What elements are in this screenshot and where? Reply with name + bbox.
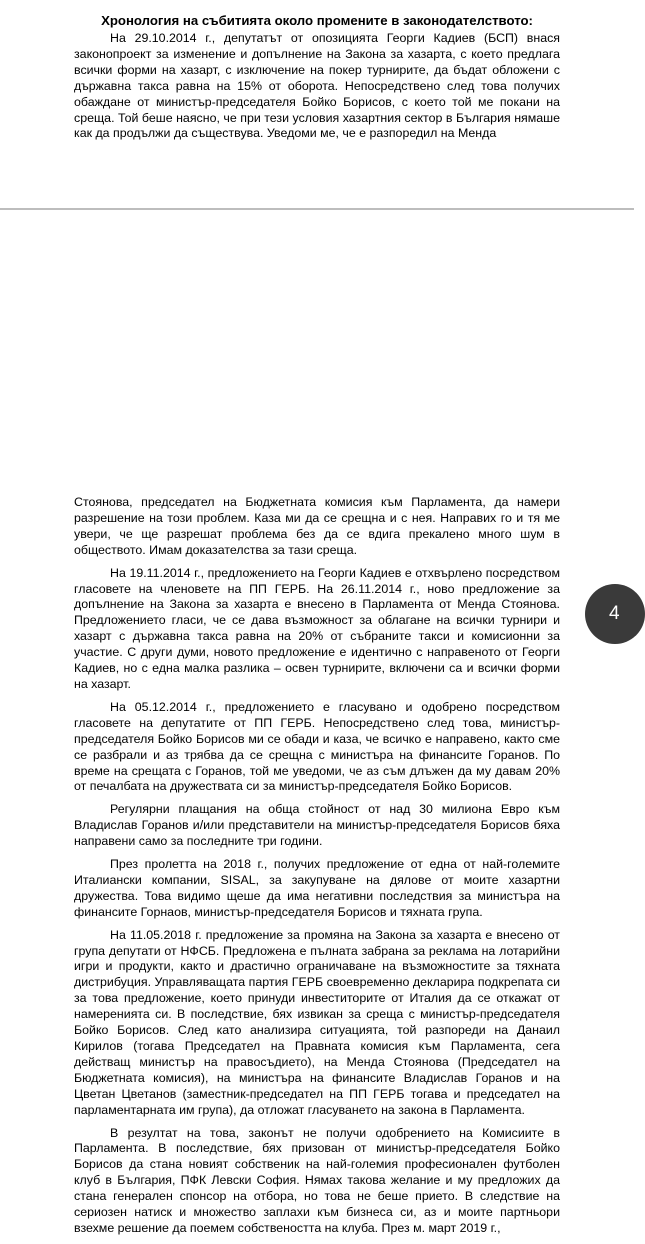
- paragraph: На 29.10.2014 г., депутатът от опозицията Георги Кадиев (БСП) внася законопроект за изменение и допълнение на Закона за хазарта, с което предлага всички форми на хазарт, с изключение на покер турнирите, да бъдат обложени с държавна такса равна на 15% от оборота. Непосредствено след това получих обаждане от министър-председателя Бойко Борисов, с което той ме покани на среща. Той беше наясно, че при тези условия хазартния сектор в България нямаше как да продължи да съществува. Уведоми ме, че е разпоредил на Менда: [74, 31, 560, 141]
- paragraph: В резултат на това, законът не получи одобрението на Комисиите в Парламента. В последствие, бях призован от министър-председателя Бойко Борисов да стана новият собственик на най-големия професионален футболен клуб в България, ПФК Левски София. Нямах такова желание и му предложих да стана генерален спонсор на отбора, но това не беше прието. В следствие на сериозен натиск и множество заплахи към бизнеса си, аз и моите партньори взехме решение да поемем собствеността на клуба. През м. март 2019 г.,: [74, 1125, 560, 1235]
- document-page-bottom: [0, 210, 634, 1235]
- top-text-block: [74, 31, 560, 149]
- paragraph: На 11.05.2018 г. предложение за промяна на Закона за хазарта е внесено от група депутати от НФСБ. Предложена е пълната забрана за реклама на лотарийни игри и продукти, както и драстично ограничаване на възможностите за тяхната дистрибуция. Управляващата партия ГЕРБ своевременно декларира подкрепата си за това предложение, което принуди инвеститорите от Италия да се откажат от намеренията си. В последствие, бях извикан за среща с министър-председателя Бойко Борисов. След като анализира ситуацията, той разпореди на Данаил Кирилов (тогава Председател на Правната комисия към Парламента, сега действащ министър на правосъдието), на Менда Стоянова (Председател на Бюджетната комисия), на министъра на финансите Владислав Горанов и на Цветан Цветанов (заместник-председател на ПП ГЕРБ тогава и председател на парламентарната им група), да отложат гласуването на закона в Парламента.: [74, 927, 560, 1117]
- page-number-badge: 4: [585, 584, 645, 644]
- document-page-top: [0, 0, 634, 208]
- paragraph: На 05.12.2014 г., предложението е гласувано и одобрено посредством гласовете на депутатите от ПП ГЕРБ. Непосредствено след това, министър-председателя Бойко Борисов ми се обади и каза, че всичко е направено, както сме се разбрали и аз трябва да се срещна с министъра на финансите Горанов. По време на срещата с Горанов, той ме уведоми, че аз съм длъжен да му давам 20% от печалбата на дружествата си за министър-председателя Бойко Борисов.: [74, 699, 560, 794]
- paragraph: През пролетта на 2018 г., получих предложение от една от най-големите Италиански компании, SISAL, за закупуване на дялове от моите хазартни дружества. Това видимо щеше да има негативни последствия за министъра на финансите Горнаов, министър-председателя Борисов и тяхната група.: [74, 857, 560, 919]
- document-heading: Хронология на събитията около промените в законодателството:: [101, 13, 533, 28]
- paragraph-continuation: Стоянова, председател на Бюджетната комисия към Парламента, да намери разрешение на този проблем. Каза ми да се срещна и с нея. Направих го и тя ме увери, че ще разрешат проблема без да се вдига прекалено много шум в обществото. Имам доказателства за тази среща.: [74, 495, 560, 557]
- paragraph: Регулярни плащания на обща стойност от над 30 милиона Евро към Владислав Горанов и/или представители на министър-председателя Борисов бяха направени само за последните три години.: [74, 802, 560, 849]
- bottom-text-block: [74, 495, 560, 1244]
- paragraph: На 19.11.2014 г., предложението на Георги Кадиев е отхвърлено посредством гласовете на членовете на ПП ГЕРБ. На 26.11.2014 г., ново предложение за допълнение на Закона за хазарта е внесено в Парламента от Менда Стоянова. Предложението гласи, че се дава възможност за облагане на всички турнири и хазарт с държавна такса равна на 20% от събраните такси и комисионни за участие. С други думи, новото предложение е идентично с направеното от Георги Кадиев, но с една малка разлика – освен турнирите, включени са и всички форми на хазарт.: [74, 565, 560, 691]
